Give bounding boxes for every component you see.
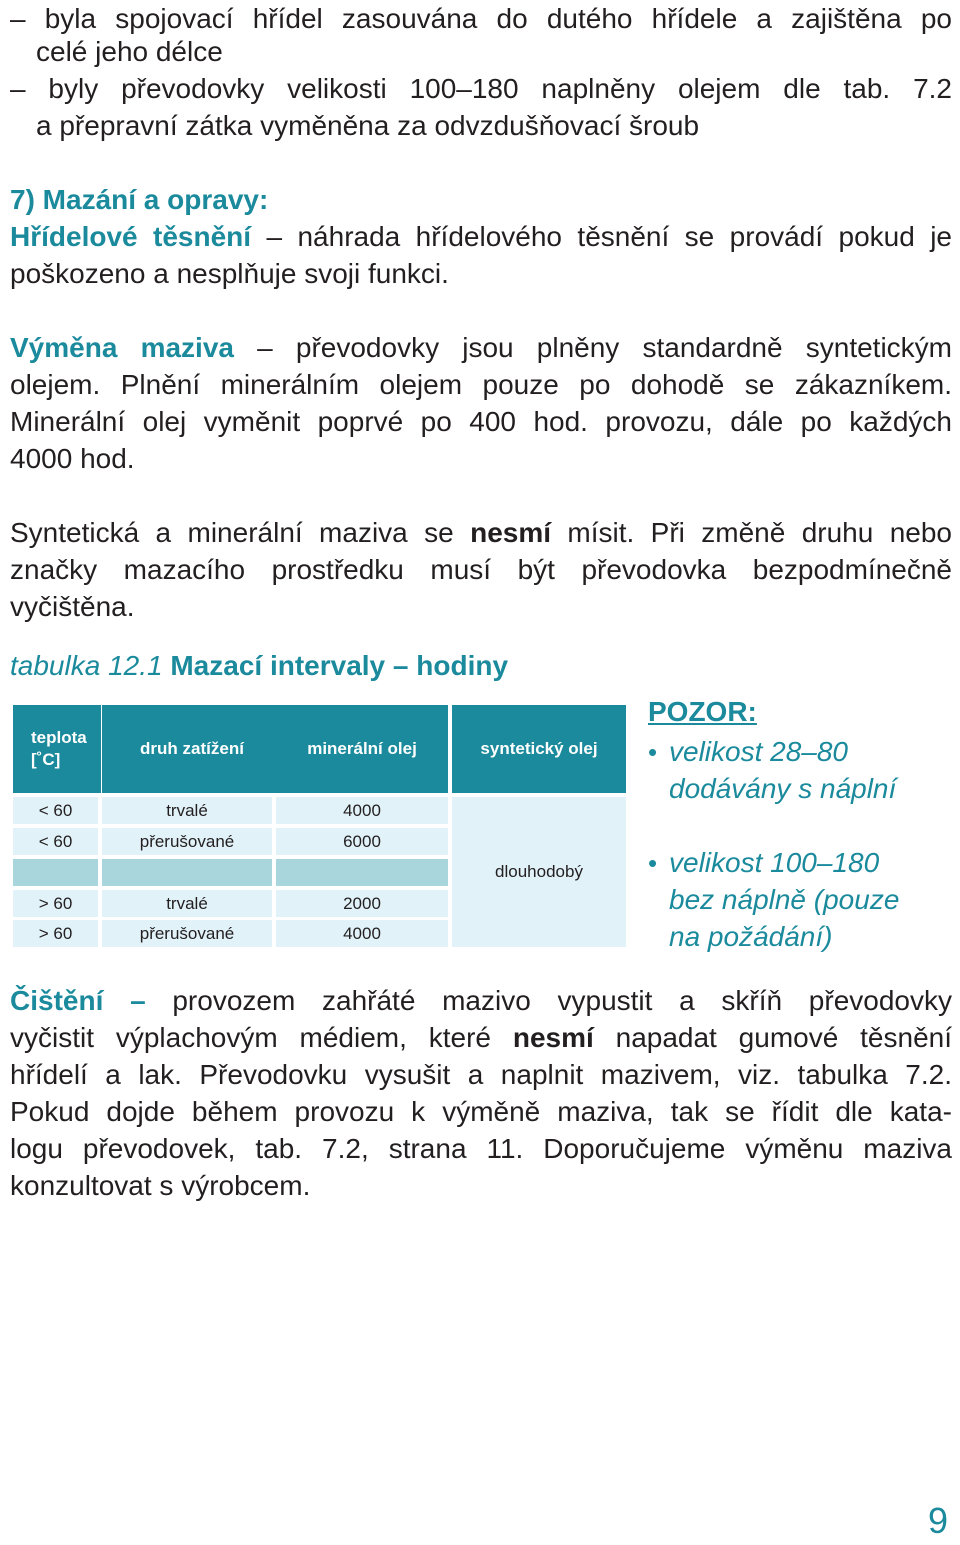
seal-paragraph-line-2: poškozeno a nesplňuje svoji funkci.	[10, 258, 449, 289]
cell-mineral: 4000	[276, 797, 448, 824]
bullet-icon: •	[648, 737, 658, 767]
cleaning-text-2-pre: vyčistit výplachovým médiem, které	[10, 1022, 513, 1053]
header-mineral: minerální olej	[276, 705, 448, 793]
cleaning-line-4: Pokud dojde během provozu k výměně maziva, tak se řídit dle kata-	[10, 1096, 952, 1127]
header-teplota-unit: [˚C]	[31, 750, 61, 769]
cell-temp: < 60	[13, 828, 98, 855]
cleaning-dash: –	[103, 985, 173, 1016]
intro-line-2: celé jeho délce	[36, 36, 223, 67]
cleaning-line-5: logu převodovek, tab. 7.2, strana 11. Doporučujeme výměnu maziva	[10, 1133, 952, 1164]
bullet-icon: •	[648, 848, 658, 878]
cleaning-line-1	[10, 982, 952, 1019]
mixing-line-1	[10, 514, 952, 551]
cell-load: trvalé	[102, 797, 272, 824]
lubricant-line-4: 4000 hod.	[10, 443, 135, 474]
mixing-line-2: značky mazacího prostředku musí být převodovka bezpodmínečně	[10, 554, 952, 585]
cell-temp: > 60	[13, 920, 98, 947]
cell-mineral: 6000	[276, 828, 448, 855]
lubricant-term: Výměna maziva	[10, 332, 234, 363]
table-caption-number: tabulka 12.1	[10, 650, 163, 681]
seal-term: Hřídelové těsnění	[10, 221, 252, 252]
cell-mineral: 2000	[276, 890, 448, 917]
table-caption	[10, 647, 508, 684]
mixing-line-3: vyčištěna.	[10, 591, 135, 622]
cleaning-text-2-bold: nesmí	[512, 1022, 594, 1053]
pozor-item-1-line-1: velikost 28–80	[669, 736, 849, 767]
mixing-bold: nesmí	[470, 517, 552, 548]
cleaning-line-3: hřídelí a lak. Převodovku vysušit a naplnit mazivem, viz. tabulka 7.2.	[10, 1059, 952, 1090]
cell-temp: > 60	[13, 890, 98, 917]
cell-load	[102, 859, 272, 886]
cleaning-text-1: provozem zahřáté mazivo vypustit a skříň převodovky	[172, 985, 952, 1016]
cleaning-line-6: konzultovat s výrobcem.	[10, 1170, 311, 1201]
lubrication-table	[10, 705, 626, 947]
pozor-item-2-line-1: velikost 100–180	[669, 847, 880, 878]
page-number: 9	[927, 1500, 948, 1541]
section-heading: 7) Mazání a opravy:	[10, 184, 269, 215]
header-teplota	[13, 705, 101, 793]
cell-load: přerušované	[102, 828, 272, 855]
pozor-item-1-line-2: dodávány s náplní	[669, 773, 897, 804]
cell-synthetic: dlouhodobý	[452, 797, 626, 947]
seal-paragraph-line-1	[10, 218, 952, 255]
cell-mineral: 4000	[276, 920, 448, 947]
lubricant-line-2: olejem. Plnění minerálním olejem pouze po dohodě se zákazníkem.	[10, 369, 952, 400]
pozor-item-2-line-2: bez náplně (pouze	[669, 884, 900, 915]
pozor-item-2-line-3: na požádání)	[669, 921, 833, 952]
cell-load: trvalé	[102, 890, 272, 917]
seal-text-1: – náhrada hřídelového těsnění se provádí pokud je	[251, 221, 953, 252]
header-synth: syntetický olej	[452, 705, 626, 793]
mixing-post: mísit. Při změně druhu nebo	[551, 517, 952, 548]
lubricant-line-3: Minerální olej vyměnit poprvé po 400 hod. provozu, dále po každých	[10, 406, 952, 437]
cell-temp: < 60	[13, 797, 98, 824]
mixing-pre: Syntetická a minerální maziva se	[10, 517, 471, 548]
header-teplota-label: teplota	[31, 728, 87, 747]
intro-line-4: a přepravní zátka vyměněna za odvzdušňovací šroub	[36, 110, 700, 141]
intro-line-1: – byla spojovací hřídel zasouvána do dutého hřídele a zajištěna po	[10, 3, 952, 34]
cleaning-term: Čištění	[10, 985, 104, 1016]
intro-line-3: – byly převodovky velikosti 100–180 naplněny olejem dle tab. 7.2	[10, 73, 952, 104]
cell-temp	[13, 859, 98, 886]
pozor-title: POZOR:	[648, 696, 757, 727]
cell-mineral	[276, 859, 448, 886]
cleaning-line-2	[10, 1019, 952, 1056]
lubricant-text-1: – převodovky jsou plněny standardně syntetickým	[233, 332, 952, 363]
header-druh: druh zatížení	[102, 705, 282, 793]
cell-load: přerušované	[102, 920, 272, 947]
lubricant-line-1	[10, 329, 952, 366]
table-caption-title: Mazací intervaly – hodiny	[170, 650, 509, 681]
cleaning-text-2-post: napadat gumové těsnění	[593, 1022, 952, 1053]
